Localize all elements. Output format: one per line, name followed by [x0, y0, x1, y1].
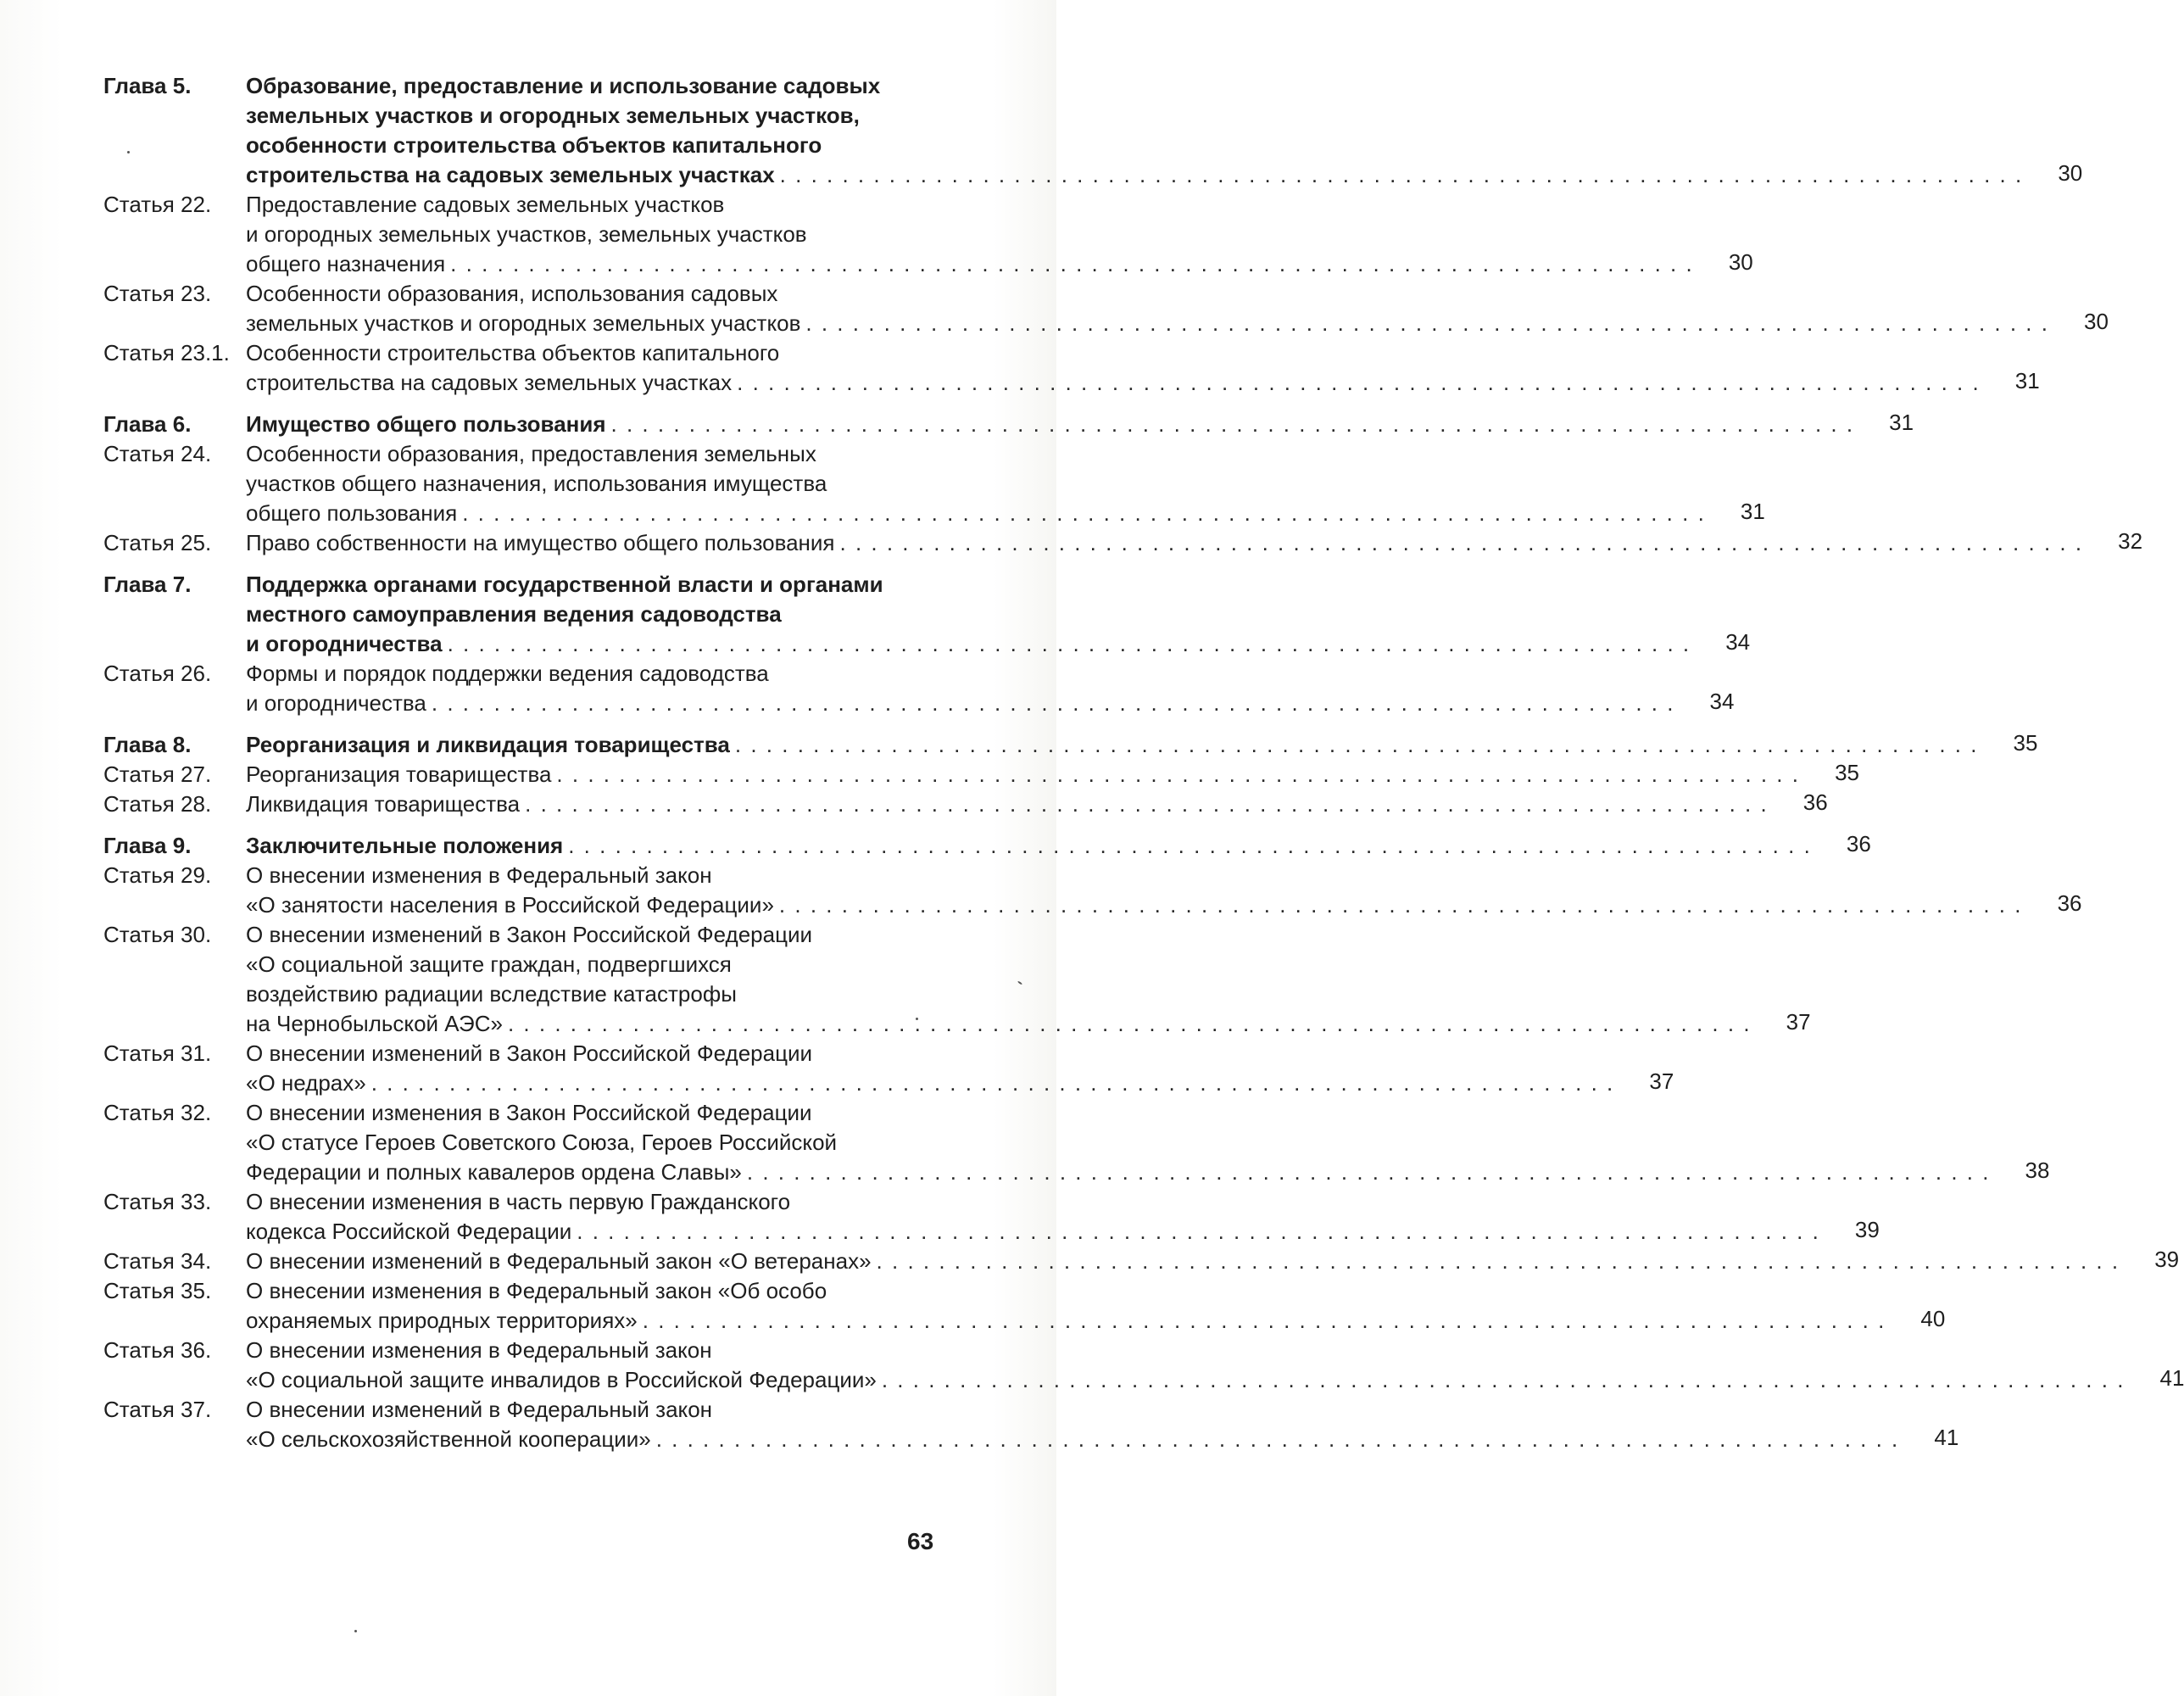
chapter-label: Глава 9. — [103, 833, 192, 858]
entry-page-number: 34 — [1709, 689, 1735, 714]
dot-leader — [877, 1247, 2120, 1276]
article-label: Статья 23. — [103, 281, 212, 306]
entry-title-line: Реорганизация и ликвидация товарищества — [246, 732, 730, 757]
entry-last-line — [246, 499, 1706, 528]
dot-leader — [840, 528, 2084, 558]
entry-title-line: и огородничества — [246, 631, 443, 656]
entry-last-line — [246, 1158, 1990, 1187]
entry-last-line — [246, 831, 1812, 861]
entry-title-line: Ликвидация товарищества — [246, 791, 521, 817]
toc-article — [103, 1039, 1674, 1098]
entry-page-number: 30 — [2084, 309, 2109, 334]
entry-page-number: 32 — [2118, 528, 2143, 554]
entry-last-line — [246, 1365, 2125, 1395]
toc-chapter — [103, 831, 1871, 861]
toc-article — [103, 528, 2143, 558]
chapter-label: Глава 5. — [103, 73, 192, 98]
entry-title-line: Заключительные положения — [246, 833, 564, 858]
entry-page-number: 40 — [1920, 1306, 1946, 1331]
entry-title-line: кодекса Российской Федерации — [246, 1219, 572, 1244]
entry-title-line: воздействию радиации вследствие катастрофы — [246, 981, 737, 1007]
entry-page-number: 30 — [1728, 249, 1753, 275]
dot-leader — [737, 368, 1981, 398]
entry-page-number: 35 — [2013, 730, 2038, 756]
entry-last-line — [246, 629, 1691, 659]
article-label: Статья 32. — [103, 1100, 212, 1125]
print-speck — [916, 1018, 918, 1020]
entry-body — [246, 920, 1811, 1039]
article-label: Статья 27. — [103, 762, 212, 787]
article-label: Статья 30. — [103, 922, 212, 947]
dot-leader — [568, 831, 1812, 861]
dot-leader — [450, 249, 1694, 279]
toc-article — [103, 1395, 1959, 1454]
entry-last-line — [246, 890, 2022, 920]
toc-article — [103, 190, 1753, 279]
entry-body — [246, 1039, 1674, 1098]
toc-article — [103, 1247, 2180, 1276]
dot-leader — [432, 689, 1675, 718]
entry-last-line — [246, 1068, 1614, 1098]
toc-chapter — [103, 71, 2083, 190]
table-of-contents — [103, 71, 2184, 1454]
entry-last-line — [246, 1306, 1886, 1336]
entry-last-line — [246, 1247, 2120, 1276]
article-label: Статья 26. — [103, 661, 212, 686]
article-label: Статья 23.1. — [103, 340, 230, 365]
entry-body — [246, 279, 2109, 338]
entry-title-line: участков общего назначения, использования имущества — [246, 471, 827, 496]
entry-page-number: 36 — [1846, 831, 1871, 856]
article-label: Статья 34. — [103, 1248, 212, 1274]
entry-title-line: строительства на садовых земельных участках — [246, 370, 733, 395]
toc-article — [103, 760, 1859, 789]
entry-title-line: «О сельскохозяйственной кооперации» — [246, 1426, 651, 1452]
entry-last-line — [246, 760, 1800, 789]
toc-article — [103, 789, 1828, 819]
entry-title-line: земельных участков и огородных земельных участков — [246, 310, 801, 336]
article-label: Статья 35. — [103, 1278, 212, 1303]
entry-body — [246, 1336, 2184, 1395]
entry-page-number: 31 — [1889, 410, 1914, 435]
entry-body — [246, 190, 1753, 279]
entry-page-number: 37 — [1649, 1068, 1674, 1094]
entry-last-line — [246, 410, 1854, 439]
entry-title-line: местного самоуправления ведения садоводства — [246, 601, 782, 627]
entry-title-line: О внесении изменения в Федеральный закон «Об особо — [246, 1278, 827, 1303]
article-label: Статья 25. — [103, 530, 212, 555]
entry-page-number: 30 — [2058, 160, 2083, 186]
entry-title-line: О внесении изменения в Федеральный закон — [246, 1337, 712, 1363]
article-label: Статья 29. — [103, 862, 212, 888]
entry-page-number: 35 — [1835, 760, 1859, 785]
toc-article — [103, 1336, 2184, 1395]
dot-leader — [805, 309, 2049, 338]
toc-article — [103, 1276, 1946, 1336]
entry-title-line: «О статусе Героев Советского Союза, Героев Российской — [246, 1130, 838, 1155]
toc-article — [103, 279, 2109, 338]
toc-article — [103, 1098, 2050, 1187]
article-label: Статья 24. — [103, 441, 212, 466]
entry-last-line — [246, 689, 1674, 718]
entry-title-line: и огородничества — [246, 690, 426, 716]
entry-last-line — [246, 528, 2083, 558]
entry-title-line: Особенности строительства объектов капитального — [246, 340, 780, 365]
entry-title-line: общего пользования — [246, 500, 458, 526]
chapter-label: Глава 8. — [103, 732, 192, 757]
entry-body — [246, 570, 1750, 659]
dot-leader — [779, 890, 2023, 920]
dot-leader — [371, 1068, 1615, 1098]
entry-last-line — [246, 1217, 1820, 1247]
toc-article — [103, 338, 2040, 398]
entry-title-line: «О социальной защите инвалидов в Российской Федерации» — [246, 1367, 877, 1392]
entry-body — [246, 1098, 2049, 1187]
entry-page-number: 36 — [2057, 890, 2082, 916]
entry-body — [246, 528, 2142, 558]
entry-body — [246, 730, 2037, 760]
entry-title-line: Федерации и полных кавалеров ордена Славы» — [246, 1159, 742, 1185]
dot-leader — [780, 160, 2024, 190]
entry-title-line: на Чернобыльской АЭС» — [246, 1011, 503, 1036]
toc-chapter — [103, 730, 2038, 760]
entry-body — [246, 831, 1871, 861]
dot-leader — [577, 1217, 1820, 1247]
entry-body — [246, 861, 2081, 920]
article-label: Статья 37. — [103, 1397, 212, 1422]
entry-title-line: охраняемых природных территориях» — [246, 1308, 638, 1333]
entry-body — [246, 1187, 1880, 1247]
entry-title-line: Формы и порядок поддержки ведения садоводства — [246, 661, 769, 686]
entry-body — [246, 1276, 1945, 1336]
entry-page-number: 41 — [2159, 1365, 2184, 1391]
entry-page-number: 31 — [1740, 499, 1765, 524]
entry-title-line: О внесении изменений в Федеральный закон «О ветеранах» — [246, 1248, 872, 1274]
entry-title-line: Право собственности на имущество общего пользования — [246, 530, 835, 555]
toc-article — [103, 1187, 1880, 1247]
entry-page-number: 31 — [2014, 368, 2040, 393]
print-speck — [354, 1630, 357, 1632]
toc-chapter — [103, 410, 1914, 439]
entry-title-line: Особенности образования, использования садовых — [246, 281, 778, 306]
dot-leader — [462, 499, 1706, 528]
article-label: Статья 36. — [103, 1337, 212, 1363]
entry-last-line — [246, 1425, 1899, 1454]
dot-leader — [611, 410, 1855, 439]
entry-title-line: Предоставление садовых земельных участков — [246, 192, 725, 217]
entry-page-number: 38 — [2025, 1158, 2050, 1183]
entry-last-line — [246, 789, 1769, 819]
entry-title-line: О внесении изменения в часть первую Гражданского — [246, 1189, 791, 1214]
entry-body — [246, 1395, 1958, 1454]
entry-body — [246, 338, 2040, 398]
entry-title-line: Поддержка органами государственной власти и органами — [246, 572, 883, 597]
dot-leader — [508, 1009, 1752, 1039]
entry-body — [246, 410, 1914, 439]
entry-body — [246, 760, 1859, 789]
entry-title-line: О внесении изменений в Закон Российской Федерации — [246, 1040, 813, 1066]
entry-title-line: особенности строительства объектов капитального — [246, 132, 822, 158]
entry-title-line: О внесении изменения в Закон Российской Федерации — [246, 1100, 812, 1125]
article-label: Статья 31. — [103, 1040, 212, 1066]
entry-title-line: общего назначения — [246, 251, 446, 276]
article-label: Статья 33. — [103, 1189, 212, 1214]
dot-leader — [735, 730, 1979, 760]
entry-body — [246, 71, 2082, 190]
chapter-label: Глава 7. — [103, 572, 192, 597]
entry-body — [246, 439, 1765, 528]
entry-page-number: 36 — [1802, 789, 1828, 815]
article-label: Статья 28. — [103, 791, 212, 817]
toc-chapter — [103, 570, 1751, 659]
entry-title-line: «О социальной защите граждан, подвергшихся — [246, 951, 732, 977]
entry-page-number: 34 — [1725, 629, 1751, 655]
entry-title-line: О внесении изменения в Федеральный закон — [246, 862, 712, 888]
entry-title-line: земельных участков и огородных земельных участков, — [246, 103, 860, 128]
dot-leader — [747, 1158, 1991, 1187]
entry-title-line: Особенности образования, предоставления земельных — [246, 441, 816, 466]
entry-last-line — [246, 309, 2049, 338]
dot-leader — [448, 629, 1691, 659]
entry-last-line — [246, 249, 1694, 279]
entry-page-number: 39 — [2154, 1247, 2180, 1272]
entry-title-line: О внесении изменений в Закон Российской Федерации — [246, 922, 813, 947]
entry-body — [246, 1247, 2179, 1276]
entry-title-line: строительства на садовых земельных участках — [246, 162, 775, 187]
entry-body — [246, 659, 1734, 718]
toc-article — [103, 920, 1811, 1039]
entry-last-line — [246, 368, 1981, 398]
entry-title-line: Имущество общего пользования — [246, 411, 606, 437]
dot-leader — [643, 1306, 1886, 1336]
entry-body — [246, 789, 1828, 819]
entry-last-line — [246, 1009, 1752, 1039]
entry-page-number: 39 — [1854, 1217, 1880, 1242]
chapter-label: Глава 6. — [103, 411, 192, 437]
entry-page-number: 41 — [1934, 1425, 1959, 1450]
entry-title-line: и огородных земельных участков, земельных участков — [246, 221, 807, 247]
dot-leader — [556, 760, 1800, 789]
entry-title-line: «О занятости населения в Российской Федерации» — [246, 892, 774, 918]
toc-article — [103, 439, 1765, 528]
entry-title-line: Образование, предоставление и использование садовых — [246, 73, 881, 98]
toc-article — [103, 861, 2082, 920]
page-number: 63 — [907, 1528, 934, 1554]
entry-last-line — [246, 160, 2023, 190]
entry-page-number: 37 — [1786, 1009, 1811, 1035]
dot-leader — [882, 1365, 2126, 1395]
entry-last-line — [246, 730, 1978, 760]
dot-leader — [656, 1425, 1900, 1454]
toc-article — [103, 659, 1735, 718]
dot-leader — [525, 789, 1769, 819]
entry-title-line: О внесении изменений в Федеральный закон — [246, 1397, 713, 1422]
entry-title-line: «О недрах» — [246, 1070, 366, 1096]
entry-title-line: Реорганизация товарищества — [246, 762, 552, 787]
print-speck — [127, 151, 130, 153]
article-label: Статья 22. — [103, 192, 212, 217]
